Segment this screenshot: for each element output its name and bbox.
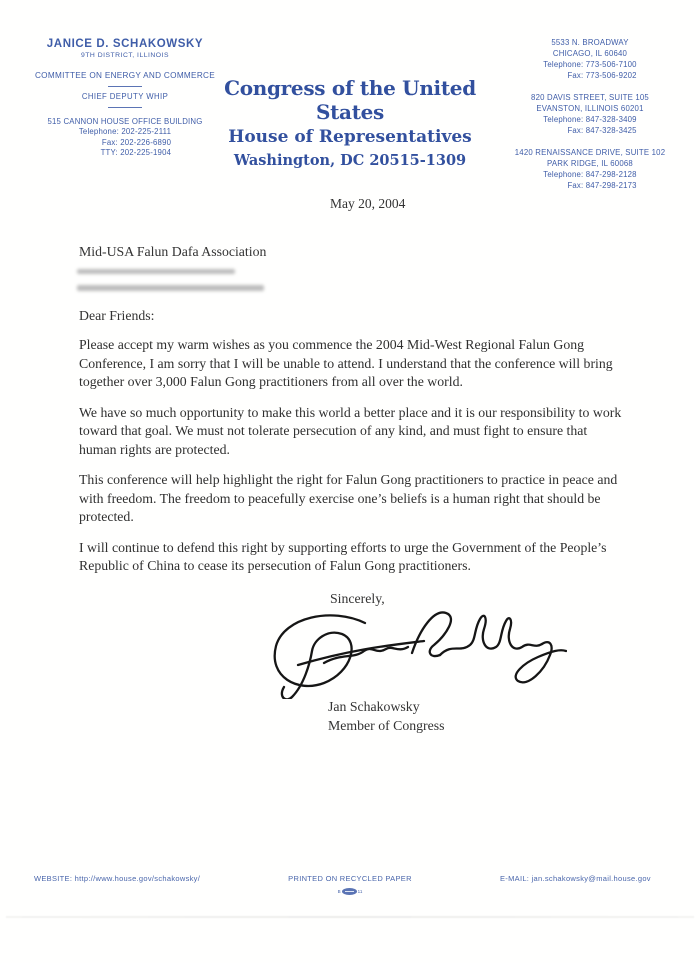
office-contact xyxy=(543,170,636,191)
masthead xyxy=(208,76,492,169)
paragraph: Please accept my warm wishes as you commence the 2004 Mid-West Regional Falun Gong Conference, I am sorry that I will be unable to attend. I understand that the conference will bring together over 3,000 Falun Gong practitioners from all over the world. xyxy=(79,337,613,389)
district-office-park-ridge xyxy=(488,148,692,191)
union-bug-oval xyxy=(342,888,357,895)
masthead-line2: House of Representatives xyxy=(228,127,472,147)
office-address-line: 1420 RENAISSANCE DRIVE, SUITE 102 xyxy=(514,148,666,157)
paragraph: We have so much opportunity to make this world a better place and it is our responsibility to work toward that goal. We must not tolerate persecution of any kind, and must fight to ensure that human rights are protected. xyxy=(79,404,622,457)
dc-tty: TTY: 202-225-1904 xyxy=(100,148,172,157)
office-fax: Fax: 847-328-3425 xyxy=(567,125,637,135)
office-contact xyxy=(543,115,636,136)
letterhead-right xyxy=(488,38,692,203)
footer-website: WEBSITE: http://www.house.gov/schakowsky/ xyxy=(34,874,201,883)
divider xyxy=(108,107,142,108)
paragraph: I will continue to defend this right by supporting efforts to urge the Government of the People’s Republic of China to cease its persecution of Falun Gong practitioners. xyxy=(79,539,607,573)
footer-recycled-label: PRINTED ON RECYCLED PAPER xyxy=(288,874,412,883)
typed-name: Jan Schakowsky xyxy=(328,699,420,714)
office-telephone: Telephone: 847-298-2128 xyxy=(543,170,637,179)
role-label: CHIEF DEPUTY WHIP xyxy=(81,92,169,101)
committee-label: COMMITTEE ON ENERGY AND COMMERCE xyxy=(34,71,216,80)
footer-email: E-MAIL: jan.schakowsky@mail.house.gov xyxy=(500,874,651,883)
office-contact xyxy=(543,60,636,81)
office-address-line: 5533 N. BROADWAY xyxy=(551,38,629,47)
scan-edge-artifact xyxy=(6,916,694,918)
office-fax: Fax: 847-298-2173 xyxy=(567,180,637,190)
office-address-line: CHICAGO, IL 60640 xyxy=(552,48,628,58)
redacted-address-line xyxy=(77,269,235,274)
member-name: JANICE D. SCHAKOWSKY xyxy=(46,38,204,50)
letter-body xyxy=(79,336,628,588)
district-label: 9TH DISTRICT, ILLINOIS xyxy=(80,52,170,59)
office-address-line: 820 DAVIS STREET, SUITE 105 xyxy=(531,93,649,102)
masthead-line1: Congress of the United States xyxy=(224,76,476,124)
letterhead-left xyxy=(16,38,234,159)
dc-office-address: 515 CANNON HOUSE OFFICE BUILDING xyxy=(47,117,203,126)
district-office-chicago xyxy=(488,38,692,81)
divider xyxy=(108,86,142,87)
office-telephone: Telephone: 847-328-3409 xyxy=(543,115,637,124)
union-bug-right-text: 11 xyxy=(357,888,363,894)
typed-title: Member of Congress xyxy=(328,718,445,733)
recipient-name: Mid-USA Falun Dafa Association xyxy=(79,244,267,259)
signature-block xyxy=(328,697,445,735)
redacted-address-line xyxy=(77,285,264,291)
union-bug-icon xyxy=(330,886,370,896)
masthead-line3: Washington, DC 20515-1309 xyxy=(233,152,467,169)
office-fax: Fax: 773-506-9202 xyxy=(567,70,637,80)
signature-ink xyxy=(262,601,567,704)
office-address-line: EVANSTON, ILLINOIS 60201 xyxy=(536,103,644,113)
salutation: Dear Friends: xyxy=(79,308,155,323)
office-address-line: PARK RIDGE, IL 60068 xyxy=(547,158,633,168)
paragraph: This conference will help highlight the right for Falun Gong practitioners to practice in peace and with freedom. The freedom to peacefully exercise one’s beliefs is a human right that should be protected. xyxy=(79,472,618,524)
closing: Sincerely, xyxy=(330,591,385,606)
dc-fax: Fax: 202-226-6890 xyxy=(101,137,172,147)
district-office-evanston xyxy=(488,93,692,136)
dc-telephone: Telephone: 202-225-2111 xyxy=(78,127,172,136)
office-telephone: Telephone: 773-506-7100 xyxy=(543,60,637,69)
signature-svg xyxy=(262,601,567,699)
union-bug-left-text: B xyxy=(337,888,341,894)
letter-date: May 20, 2004 xyxy=(330,196,406,211)
dc-office-contact xyxy=(79,127,171,159)
